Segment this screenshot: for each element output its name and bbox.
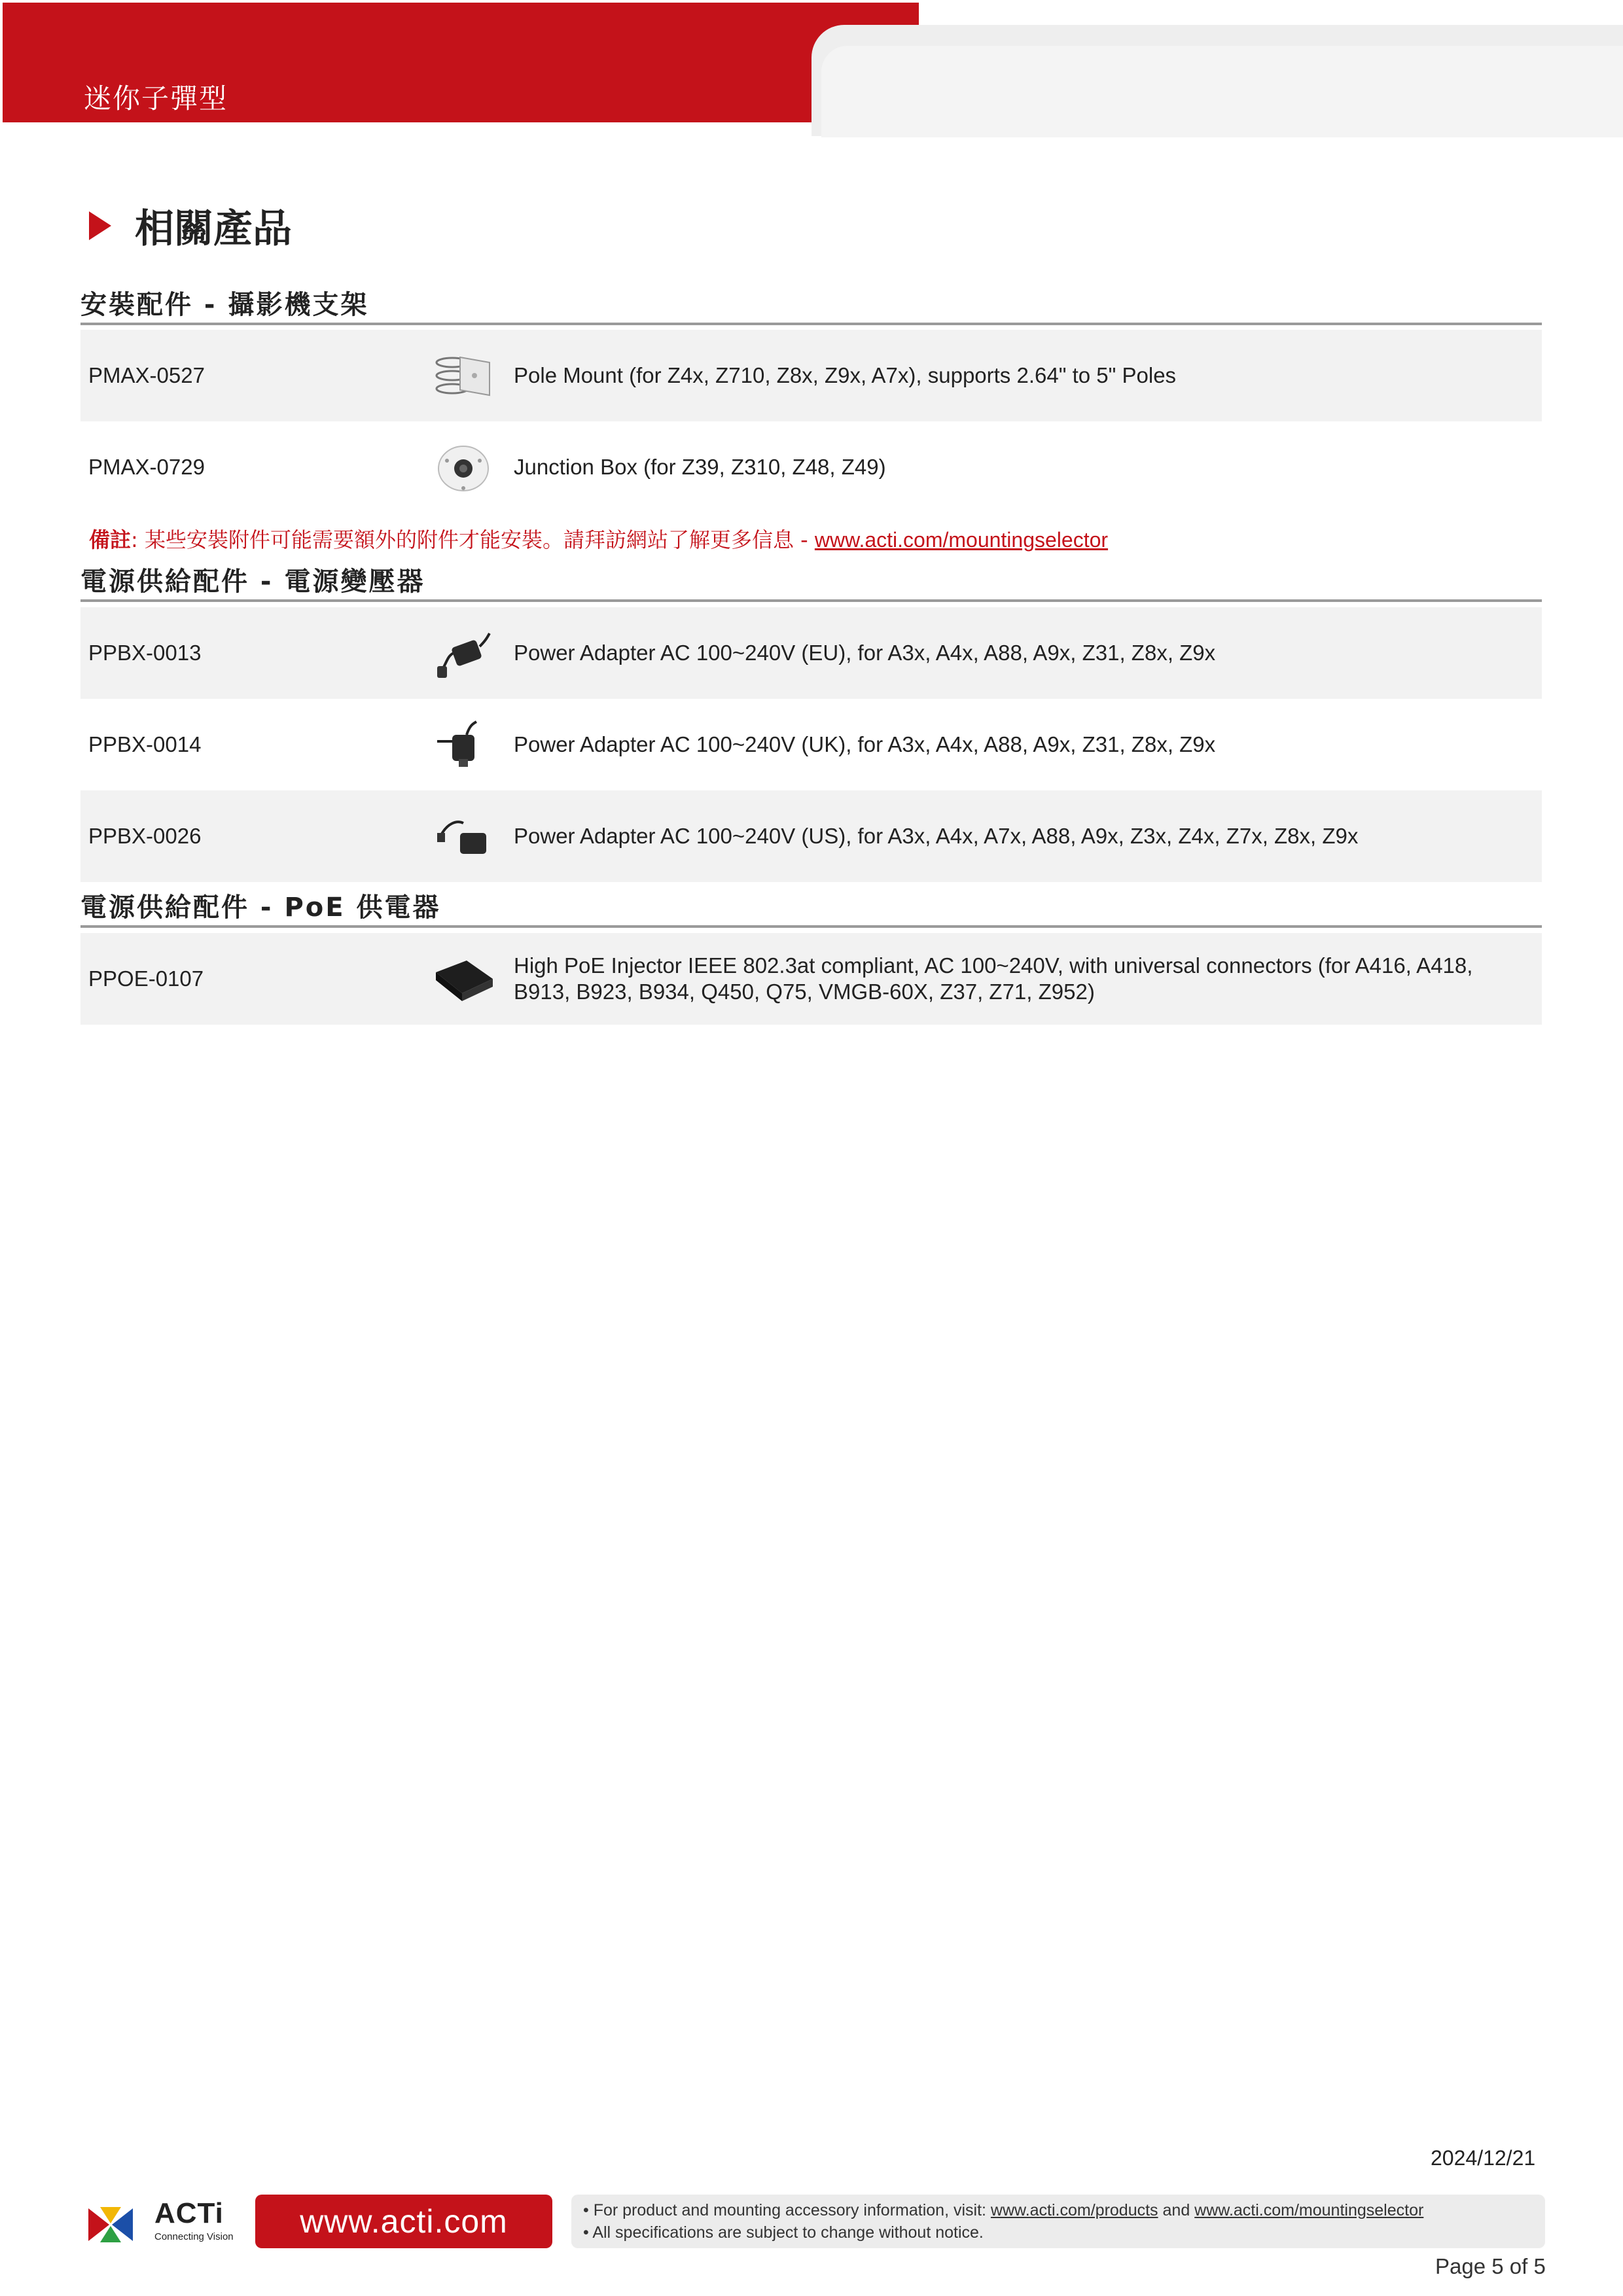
product-description: Power Adapter AC 100~240V (EU), for A3x, A4x, A88, A9x, Z31, Z8x, Z9x xyxy=(514,641,1216,665)
section-heading-poe: 電源供給配件 - PoE 供電器 xyxy=(80,892,1542,928)
table-row xyxy=(80,790,1542,882)
product-code: PPBX-0026 xyxy=(88,824,202,848)
product-code: PPBX-0014 xyxy=(88,732,202,756)
table-row xyxy=(80,607,1542,699)
mounting-note xyxy=(89,523,1108,554)
power-adapter-uk-icon xyxy=(431,712,496,777)
products-link[interactable]: www.acti.com/products xyxy=(990,2201,1158,2219)
section-heading-mounting: 安裝配件 - 攝影機支架 xyxy=(80,290,1542,325)
website-button[interactable]: www.acti.com xyxy=(255,2195,552,2248)
power-adapter-us-icon xyxy=(431,804,496,869)
product-code: PPBX-0013 xyxy=(88,641,202,665)
page-title-text: 相關產品 xyxy=(135,206,292,252)
note-text: : 某些安裝附件可能需要額外的附件才能安裝。請拜訪網站了解更多信息 - xyxy=(131,527,815,552)
product-code: PPOE-0107 xyxy=(88,966,204,991)
logo-text: ACTi xyxy=(154,2197,224,2229)
page-number: Page 5 of 5 xyxy=(1435,2254,1546,2278)
pole-mount-icon xyxy=(431,343,496,408)
power-adapter-eu-icon xyxy=(431,620,496,686)
mounting-selector-link[interactable]: www.acti.com/mountingselector xyxy=(814,528,1109,552)
table-row xyxy=(80,933,1542,1025)
product-code: PMAX-0527 xyxy=(88,363,205,387)
product-code: PMAX-0729 xyxy=(88,455,205,479)
table-row xyxy=(80,330,1542,421)
section-heading-power-adapter: 電源供給配件 - 電源變壓器 xyxy=(80,567,1542,602)
header-title: 迷你子彈型 xyxy=(84,82,228,115)
poe-injector-icon xyxy=(431,946,496,1012)
triangle-bullet-icon xyxy=(89,211,111,240)
junction-box-icon xyxy=(431,434,496,500)
footer-info-line2: • All specifications are subject to change without notice. xyxy=(583,2223,984,2242)
logo-tagline: Connecting Vision xyxy=(154,2231,234,2242)
table-row xyxy=(80,421,1542,513)
page-title xyxy=(89,200,292,252)
table-row xyxy=(80,699,1542,790)
note-label: 備註 xyxy=(89,527,132,552)
info-text: • For product and mounting accessory information, visit: xyxy=(583,2201,991,2219)
product-description: Pole Mount (for Z4x, Z710, Z8x, Z9x, A7x), supports 2.64" to 5" Poles xyxy=(514,363,1177,387)
footer-info-box xyxy=(571,2195,1545,2248)
product-description: Power Adapter AC 100~240V (UK), for A3x, A4x, A88, A9x, Z31, Z8x, Z9x xyxy=(514,732,1216,756)
footer-info-line1 xyxy=(583,2201,1423,2220)
mounting-selector-footer-link[interactable]: www.acti.com/mountingselector xyxy=(1194,2201,1424,2219)
document-date: 2024/12/21 xyxy=(1431,2146,1536,2170)
product-description: High PoE Injector IEEE 802.3at compliant, AC 100~240V, with universal connectors (for A416, A418, B913, B923, B934, Q450, Q75, VMGB-60X, Z37, Z71, Z952) xyxy=(514,953,1473,1004)
product-description: Power Adapter AC 100~240V (US), for A3x, A4x, A7x, A88, A9x, Z3x, Z4x, Z7x, Z8x, Z9x xyxy=(514,824,1359,848)
header-tab-inner xyxy=(821,46,1623,137)
info-text: and xyxy=(1158,2201,1195,2219)
product-description: Junction Box (for Z39, Z310, Z48, Z49) xyxy=(514,455,886,479)
